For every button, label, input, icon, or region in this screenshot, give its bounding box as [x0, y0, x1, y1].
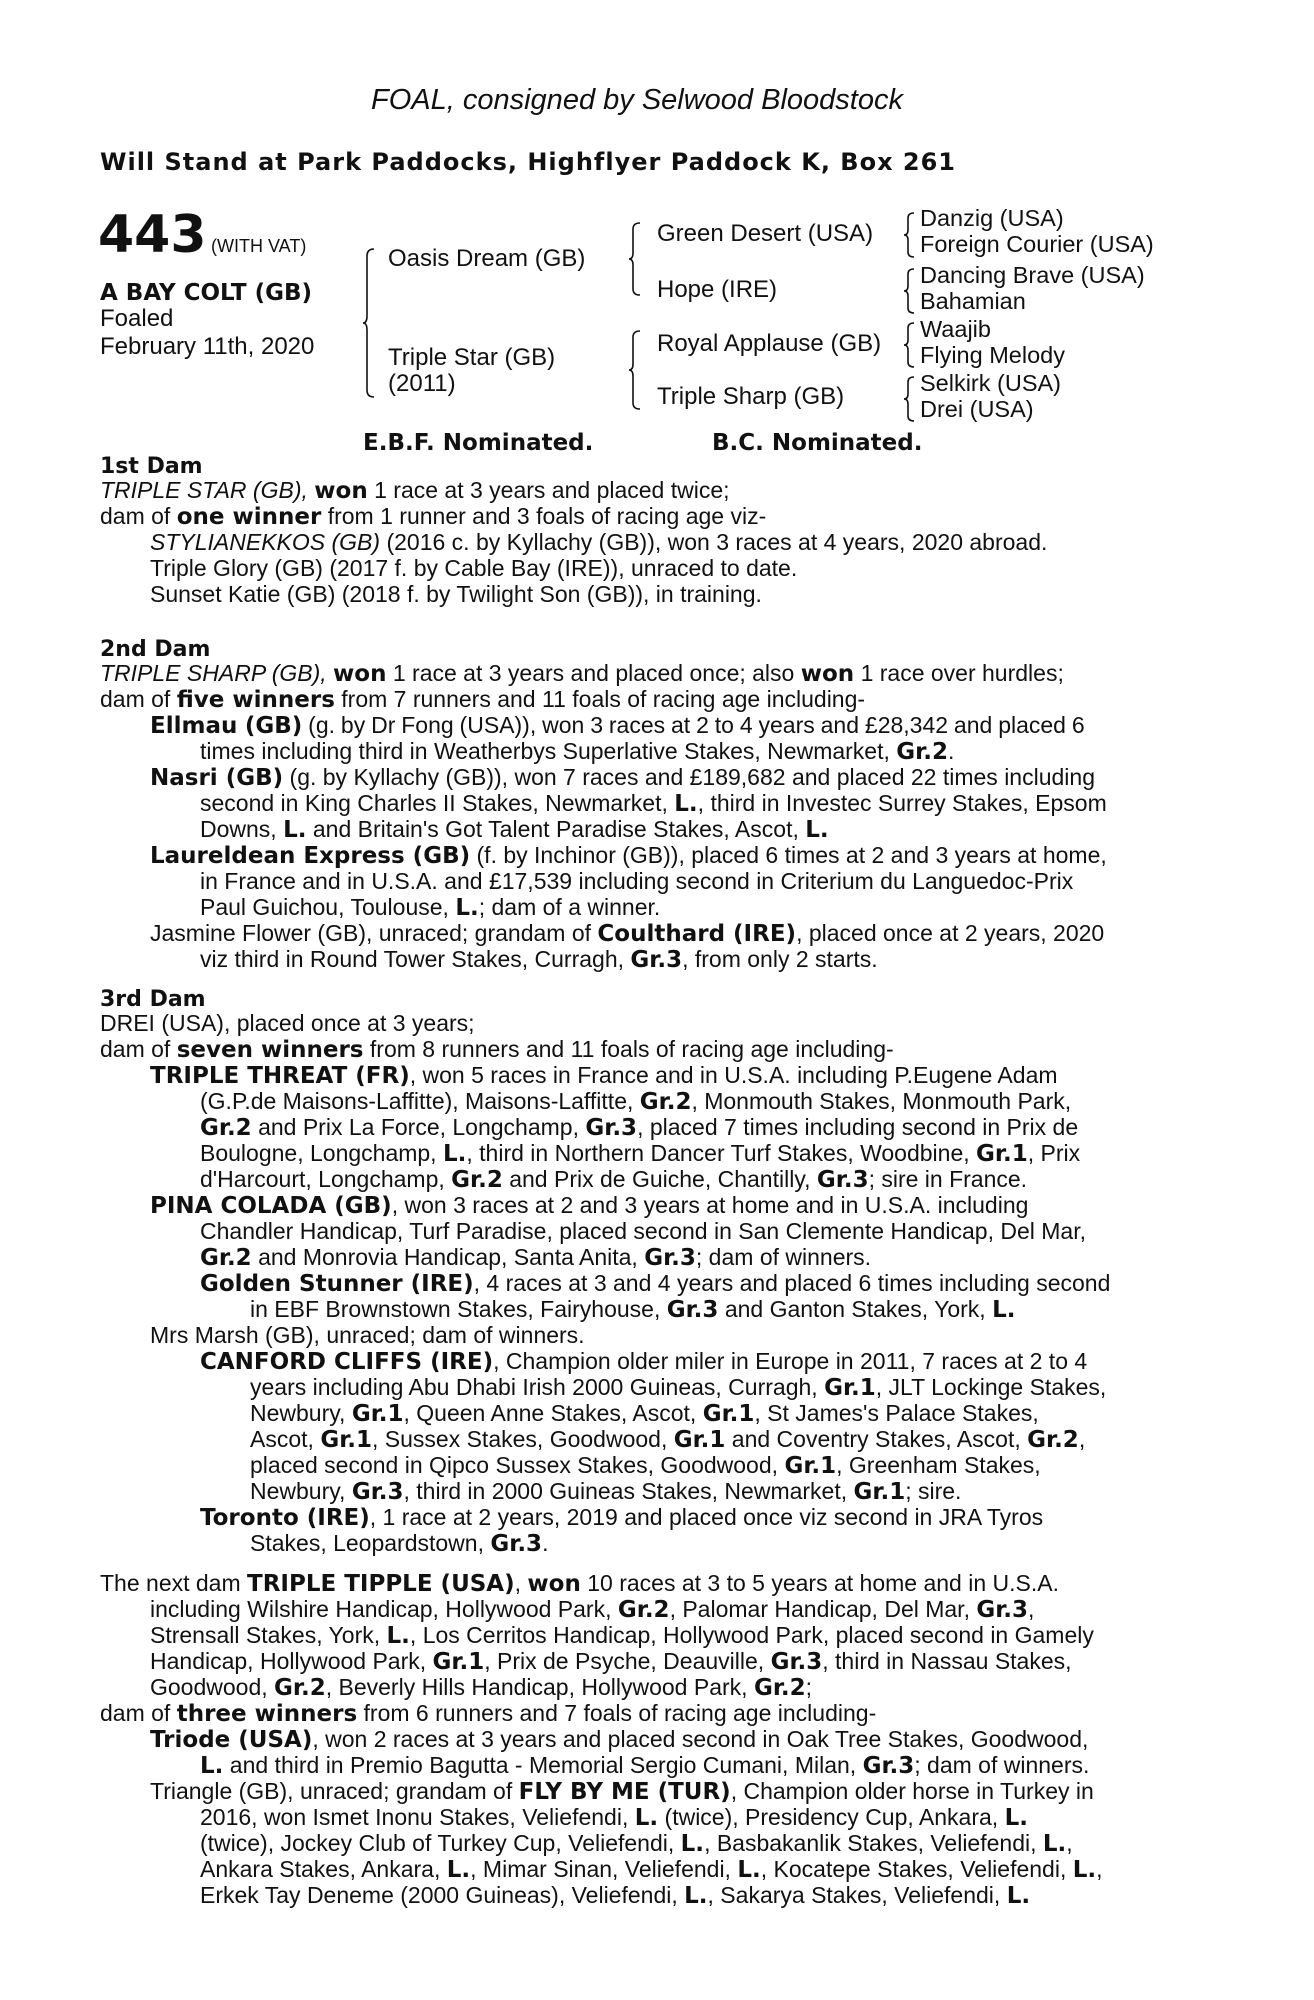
text: , Champion older horse in Turkey in — [730, 1778, 1094, 1804]
offspring-name: Toronto (IRE) — [200, 1505, 370, 1531]
offspring-name: CANFORD CLIFFS (IRE) — [200, 1349, 494, 1375]
stand-location: Will Stand at Park Paddocks, Highflyer Paddock K, Box 261 — [100, 148, 957, 176]
offspring-name: TRIPLE THREAT (FR) — [150, 1063, 410, 1089]
bold-text: won — [333, 661, 387, 687]
offspring-name: Ellmau (GB) — [150, 713, 303, 739]
text: 10 races at 3 to 5 years at home and in U.S.A. — [587, 1570, 1059, 1596]
text: . — [947, 738, 955, 764]
grade: L. — [680, 1831, 705, 1857]
pedigree-ggp-7: Selkirk (USA) — [920, 370, 1062, 396]
bc-nominated: B.C. Nominated. — [712, 430, 923, 456]
text: , placed 7 times including second in Prix de — [637, 1114, 1079, 1140]
section-heading: 3rd Dam — [100, 987, 206, 1012]
vat-note: (WITH VAT) — [211, 236, 307, 256]
text: ; dam of winners. — [914, 1752, 1090, 1778]
text: Boulogne, Longchamp, — [200, 1140, 437, 1166]
text: times including third in Weatherbys Superlative Stakes, Newmarket, — [200, 738, 890, 764]
text: , Greenham Stakes, — [836, 1452, 1041, 1478]
offspring-name: Nasri (GB) — [150, 765, 284, 791]
pedigree-ggp-1: Danzig (USA) — [920, 205, 1064, 231]
text: , Sakarya Stakes, Veliefendi, — [707, 1882, 1001, 1908]
section-heading: 1st Dam — [100, 454, 203, 479]
text: viz third in Round Tower Stakes, Curragh, — [200, 946, 624, 972]
grade: Gr.3 — [351, 1479, 404, 1505]
lot-block — [98, 205, 306, 265]
text: , Queen Anne Stakes, Ascot, — [403, 1400, 697, 1426]
dam-name: TRIPLE TIPPLE (USA) — [247, 1571, 515, 1597]
grade: Gr.3 — [976, 1597, 1029, 1623]
offspring-name: Laureldean Express (GB) — [150, 843, 471, 869]
grade: Gr.1 — [702, 1401, 755, 1427]
text: , third in 2000 Guineas Stakes, Newmarket, — [403, 1478, 848, 1504]
pedigree-brace-sire — [628, 222, 642, 296]
text: , Basbakanlik Stakes, Veliefendi, — [704, 1830, 1037, 1856]
grade: Gr.1 — [784, 1453, 837, 1479]
dam-line: DREI (USA), placed once at 3 years; — [100, 1010, 475, 1036]
pedigree-ggp-4: Bahamian — [920, 288, 1026, 314]
grade: L. — [446, 1857, 471, 1883]
offspring-line: Triple Glory (GB) (2017 f. by Cable Bay (IRE)), unraced to date. — [150, 555, 798, 581]
pedigree-ggp-3: Dancing Brave (USA) — [920, 262, 1145, 288]
text: and Britain's Got Talent Paradise Stakes, Ascot, — [312, 816, 799, 842]
grade: L. — [1072, 1857, 1097, 1883]
text: Chandler Handicap, Turf Paradise, placed second in San Clemente Handicap, Del Mar, — [200, 1218, 1086, 1244]
text: , Champion older miler in Europe in 2011, 7 races at 2 to 4 — [493, 1348, 1088, 1374]
bold-text: three winners — [176, 1701, 358, 1727]
pedigree-brace-ggp3 — [903, 322, 915, 368]
grade: Gr.1 — [853, 1479, 906, 1505]
text: (2016 c. by Kyllachy (GB)), won 3 races at 4 years, 2020 abroad. — [386, 529, 1048, 555]
text: Strensall Stakes, York, — [150, 1622, 381, 1648]
text: and Ganton Stakes, York, — [724, 1296, 986, 1322]
text: and Prix de Guiche, Chantilly, — [509, 1166, 811, 1192]
pedigree-brace-ggp1 — [903, 212, 915, 258]
text: and third in Premio Bagutta - Memorial Sergio Cumani, Milan, — [229, 1752, 857, 1778]
pedigree-ggp-5: Waajib — [920, 316, 991, 342]
pedigree-ggp-8: Drei (USA) — [920, 396, 1034, 422]
lot-number: 443 — [98, 205, 207, 265]
grade: Gr.1 — [824, 1375, 876, 1401]
offspring-name: FLY BY ME (TUR) — [518, 1779, 731, 1805]
pedigree-dam: Triple Star (GB) — [388, 344, 556, 371]
text: , — [514, 1570, 522, 1596]
offspring-line: Sunset Katie (GB) (2018 f. by Twilight Son (GB)), in training. — [150, 581, 762, 607]
text: and Coventry Stakes, Ascot, — [731, 1426, 1021, 1452]
text: , third in Investec Surrey Stakes, Epsom — [697, 790, 1107, 816]
grade: L. — [1006, 1883, 1031, 1909]
pedigree-brace-main — [362, 248, 376, 398]
text: from 7 runners and 11 foals of racing age including- — [341, 686, 866, 712]
grade: L. — [442, 1141, 467, 1167]
text: placed second in Qipco Sussex Stakes, Goodwood, — [250, 1452, 779, 1478]
text: and Prix La Force, Longchamp, — [258, 1114, 579, 1140]
grade: Gr.2 — [274, 1675, 326, 1701]
text: Newbury, — [250, 1400, 346, 1426]
grade: L. — [684, 1883, 708, 1909]
grade: Gr.3 — [770, 1649, 823, 1675]
bold-text: one winner — [176, 504, 322, 530]
ebf-nominated: E.B.F. Nominated. — [363, 430, 594, 456]
pedigree-sire-sire: Green Desert (USA) — [657, 220, 874, 247]
text: (f. by Inchinor (GB)), placed 6 times at 2 and 3 years at home, — [476, 842, 1107, 868]
dam-name: TRIPLE SHARP (GB), — [100, 660, 327, 686]
grade: Gr.2 — [896, 739, 948, 765]
foaled-label: Foaled — [100, 305, 174, 332]
bold-text: won — [314, 478, 368, 504]
text: dam of — [100, 1036, 171, 1062]
text: ; dam of winners. — [695, 1244, 872, 1270]
horse-name: A BAY COLT (GB) — [100, 280, 313, 306]
text: ; sire. — [905, 1478, 962, 1504]
text: dam of — [100, 503, 171, 529]
text: and Monrovia Handicap, Santa Anita, — [258, 1244, 638, 1270]
text: 1 race over hurdles; — [860, 660, 1064, 686]
grade: L. — [200, 1753, 224, 1779]
text: , Sussex Stakes, Goodwood, — [372, 1426, 668, 1452]
grade: Gr.1 — [976, 1141, 1028, 1167]
text: Newbury, — [250, 1478, 346, 1504]
bold-text: seven winners — [176, 1037, 364, 1063]
bold-text: won — [527, 1571, 581, 1597]
text: , Monmouth Stakes, Monmouth Park, — [691, 1088, 1072, 1114]
pedigree-ggp-6: Flying Melody — [920, 342, 1065, 368]
text: ; dam of a winner. — [478, 894, 661, 920]
text: , Beverly Hills Handicap, Hollywood Park, — [325, 1674, 748, 1700]
offspring-name: Coulthard (IRE) — [597, 921, 797, 947]
grade: Gr.2 — [200, 1245, 252, 1271]
grade: Gr.3 — [816, 1167, 869, 1193]
pedigree-brace-dam — [628, 330, 642, 410]
text: Paul Guichou, Toulouse, — [200, 894, 449, 920]
grade: Gr.2 — [639, 1089, 692, 1115]
dam-name: TRIPLE STAR (GB), — [100, 477, 308, 503]
text: ; sire in France. — [868, 1166, 1028, 1192]
text: The next dam — [100, 1570, 241, 1596]
text: , St James's Palace Stakes, — [754, 1400, 1039, 1426]
text: d'Harcourt, Longchamp, — [200, 1166, 445, 1192]
grade: Gr.3 — [644, 1245, 696, 1271]
text: including Wilshire Handicap, Hollywood Park, — [150, 1596, 612, 1622]
text: , 1 race at 2 years, 2019 and placed once viz second in JRA Tyros — [369, 1504, 1044, 1530]
text: (g. by Dr Fong (USA)), won 3 races at 2 to 4 years and £28,342 and placed 6 — [308, 712, 1085, 738]
grade: Gr.3 — [585, 1115, 638, 1141]
text: (g. by Kyllachy (GB)), won 7 races and £189,682 and placed 22 times including — [289, 764, 1095, 790]
text: 1 race at 3 years and placed once; also — [392, 660, 795, 686]
text: , 4 races at 3 and 4 years and placed 6 times including second — [473, 1270, 1111, 1296]
text: ; — [805, 1674, 813, 1700]
text: , Los Cerritos Handicap, Hollywood Park, placed second in Gamely — [409, 1622, 1094, 1648]
text: second in King Charles II Stakes, Newmarket, — [200, 790, 668, 816]
pedigree-dam-sire: Royal Applause (GB) — [657, 330, 882, 357]
offspring-name: STYLIANEKKOS (GB) — [150, 529, 381, 555]
text: Goodwood, — [150, 1674, 268, 1700]
grade: L. — [805, 817, 829, 843]
pedigree-brace-ggp2 — [903, 268, 915, 314]
text: Jasmine Flower (GB), unraced; grandam of — [150, 920, 592, 946]
bold-text: five winners — [176, 687, 335, 713]
text: , third in Nassau Stakes, — [822, 1648, 1072, 1674]
section-heading: 2nd Dam — [100, 637, 211, 662]
text: dam of — [100, 686, 171, 712]
grade: Gr.3 — [630, 947, 683, 973]
grade: L. — [455, 895, 479, 921]
text: , Palomar Handicap, Del Mar, — [669, 1596, 970, 1622]
offspring-name: Triode (USA) — [150, 1727, 313, 1753]
offspring-name: Golden Stunner (IRE) — [200, 1271, 474, 1297]
grade: Gr.3 — [490, 1531, 543, 1557]
offspring-line: Mrs Marsh (GB), unraced; dam of winners. — [150, 1322, 585, 1348]
offspring-name: PINA COLADA (GB) — [150, 1193, 392, 1219]
text: , Mimar Sinan, Veliefendi, — [470, 1856, 731, 1882]
grade: Gr.3 — [862, 1753, 915, 1779]
grade: L. — [634, 1805, 659, 1831]
pedigree-brace-ggp4 — [903, 376, 915, 422]
text: Ascot, — [250, 1426, 314, 1452]
grade: Gr.3 — [666, 1297, 719, 1323]
bold-text: won — [800, 661, 855, 687]
text: , won 3 races at 2 and 3 years at home and in U.S.A. including — [391, 1192, 1029, 1218]
text: . — [542, 1530, 549, 1556]
grade: Gr.1 — [351, 1401, 404, 1427]
pedigree-sire-dam: Hope (IRE) — [657, 276, 778, 303]
grade: Gr.1 — [432, 1649, 485, 1675]
text: Handicap, Hollywood Park, — [150, 1648, 427, 1674]
text: , placed once at 2 years, 2020 — [796, 920, 1105, 946]
text: from 1 runner and 3 foals of racing age viz- — [327, 503, 767, 529]
text: , — [1066, 1830, 1073, 1856]
text: , JLT Lockinge Stakes, — [875, 1374, 1107, 1400]
foaled-date: February 11th, 2020 — [100, 333, 315, 360]
grade: L. — [992, 1297, 1016, 1323]
grade: L. — [1004, 1805, 1028, 1831]
grade: Gr.1 — [673, 1427, 726, 1453]
text: , Prix de Psyche, Deauville, — [484, 1648, 765, 1674]
grade: Gr.2 — [200, 1115, 252, 1141]
text: dam of — [100, 1700, 171, 1726]
grade: Gr.1 — [320, 1427, 372, 1453]
text: years including Abu Dhabi Irish 2000 Guineas, Curragh, — [250, 1374, 818, 1400]
pedigree-dam-dam: Triple Sharp (GB) — [657, 383, 845, 410]
page-title: FOAL, consigned by Selwood Bloodstock — [371, 84, 903, 116]
grade: Gr.2 — [451, 1167, 503, 1193]
grade: Gr.2 — [1027, 1427, 1079, 1453]
text: from 8 runners and 11 foals of racing age including- — [369, 1036, 894, 1062]
text: , third in Northern Dancer Turf Stakes, Woodbine, — [466, 1140, 970, 1166]
text: Triangle (GB), unraced; grandam of — [150, 1778, 513, 1804]
pedigree-sire: Oasis Dream (GB) — [388, 245, 586, 272]
text: from 6 runners and 7 foals of racing age including- — [363, 1700, 877, 1726]
grade: Gr.2 — [753, 1675, 806, 1701]
text: 1 race at 3 years and placed twice; — [374, 477, 730, 503]
text: 2016, won Ismet Inonu Stakes, Veliefendi, — [200, 1804, 629, 1830]
text: , — [1096, 1856, 1103, 1882]
pedigree-dam-year: (2011) — [388, 370, 456, 397]
grade: Gr.2 — [617, 1597, 670, 1623]
text: , from only 2 starts. — [682, 946, 878, 972]
text: Erkek Tay Deneme (2000 Guineas), Veliefendi, — [200, 1882, 678, 1908]
grade: L. — [283, 817, 307, 843]
text: in EBF Brownstown Stakes, Fairyhouse, — [250, 1296, 661, 1322]
text: in France and in U.S.A. and £17,539 including second in Criterium du Languedoc-Prix — [200, 868, 1074, 894]
text: , — [1078, 1426, 1086, 1452]
text: Stakes, Leopardstown, — [250, 1530, 484, 1556]
pedigree-ggp-2: Foreign Courier (USA) — [920, 231, 1154, 257]
text: (twice), Jockey Club of Turkey Cup, Veliefendi, — [200, 1830, 675, 1856]
text: Downs, — [200, 816, 277, 842]
text: (twice), Presidency Cup, Ankara, — [664, 1804, 999, 1830]
text: , Prix — [1027, 1140, 1081, 1166]
grade: L. — [674, 791, 698, 817]
text: , Kocatepe Stakes, Veliefendi, — [760, 1856, 1067, 1882]
text: Ankara Stakes, Ankara, — [200, 1856, 441, 1882]
text: , won 5 races in France and in U.S.A. including P.Eugene Adam — [409, 1062, 1058, 1088]
grade: L. — [1042, 1831, 1067, 1857]
grade: L. — [386, 1623, 410, 1649]
text: (G.P.de Maisons-Laffitte), Maisons-Laffitte, — [200, 1088, 634, 1114]
grade: L. — [737, 1857, 761, 1883]
text: , won 2 races at 3 years and placed second in Oak Tree Stakes, Goodwood, — [312, 1726, 1089, 1752]
text: , — [1028, 1596, 1035, 1622]
